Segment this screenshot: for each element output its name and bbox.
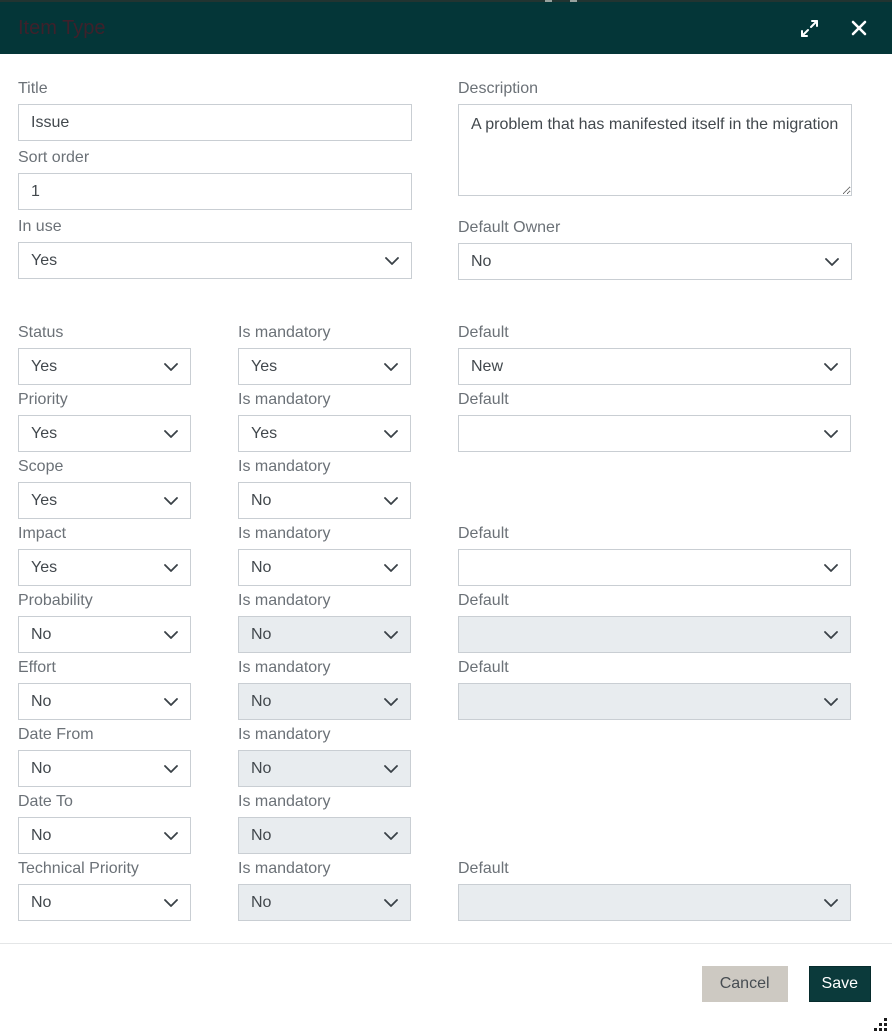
scope-default-empty [458,456,851,519]
probability-select[interactable] [18,616,191,653]
description-field [458,78,852,201]
impact-mandatory-field [238,523,411,586]
date-to-select[interactable] [18,817,191,854]
effort-default-field-label: Default [458,659,509,676]
default-owner-label: Default Owner [458,219,561,236]
priority-default-field [458,389,851,452]
top-section-left [18,78,412,286]
effort-mandatory-field-label: Is mandatory [238,659,331,676]
probability-field-label: Probability [18,592,93,609]
sort-order-input[interactable] [18,173,412,210]
probability-mandatory-field-label: Is mandatory [238,592,331,609]
date-to-field-label: Date To [18,793,73,810]
attribute-rows-grid [18,322,852,925]
technical-priority-default-select [458,884,851,921]
cancel-button[interactable]: Cancel [702,966,788,1002]
in-use-field [18,216,412,279]
date-from-mandatory-field-label: Is mandatory [238,726,331,743]
save-button[interactable]: Save [809,966,871,1002]
top-hairline [0,0,892,2]
effort-default-select [458,683,851,720]
close-button[interactable] [846,15,872,41]
impact-mandatory-select[interactable] [238,549,411,586]
impact-field [18,523,191,586]
date-from-field-label: Date From [18,726,94,743]
in-use-label: In use [18,218,62,235]
date-to-mandatory-field [238,791,411,854]
date-to-default-empty [458,791,851,854]
technical-priority-field [18,858,191,921]
impact-default-field [458,523,851,586]
impact-default-field-label: Default [458,525,509,542]
scope-select[interactable] [18,482,191,519]
priority-default-field-label: Default [458,391,509,408]
probability-default-field [458,590,851,653]
priority-default-select[interactable] [458,415,851,452]
sort-order-field [18,147,412,210]
modal-header [0,2,892,54]
status-mandatory-field-label: Is mandatory [238,324,331,341]
priority-select[interactable] [18,415,191,452]
scope-mandatory-select[interactable] [238,482,411,519]
date-from-field [18,724,191,787]
close-icon [850,19,868,37]
technical-priority-select[interactable] [18,884,191,921]
technical-priority-mandatory-select [238,884,411,921]
default-owner-field [458,217,852,280]
date-to-mandatory-select [238,817,411,854]
status-default-field [458,322,851,385]
scope-field-label: Scope [18,458,64,475]
top-section [18,78,852,286]
resize-grip[interactable] [873,1017,887,1031]
priority-mandatory-select[interactable] [238,415,411,452]
date-from-mandatory-field [238,724,411,787]
impact-default-select[interactable] [458,549,851,586]
status-field [18,322,191,385]
technical-priority-default-field [458,858,851,921]
probability-default-field-label: Default [458,592,509,609]
top-hairline-tick [545,0,552,2]
date-to-field [18,791,191,854]
technical-priority-default-field-label: Default [458,860,509,877]
priority-mandatory-field-label: Is mandatory [238,391,331,408]
probability-field [18,590,191,653]
effort-mandatory-select [238,683,411,720]
title-input[interactable] [18,104,412,141]
default-owner-select[interactable] [458,243,852,280]
effort-select[interactable] [18,683,191,720]
priority-field [18,389,191,452]
top-hairline-tick [570,0,577,2]
effort-default-field [458,657,851,720]
modal-body [0,54,892,925]
effort-field [18,657,191,720]
date-from-default-empty [458,724,851,787]
sort-order-label: Sort order [18,149,90,166]
scope-mandatory-field [238,456,411,519]
description-textarea[interactable] [458,104,852,196]
top-section-right [458,78,852,286]
title-field [18,78,412,141]
status-default-select[interactable] [458,348,851,385]
effort-field-label: Effort [18,659,56,676]
impact-field-label: Impact [18,525,67,542]
technical-priority-mandatory-field [238,858,411,921]
impact-mandatory-field-label: Is mandatory [238,525,331,542]
date-from-mandatory-select [238,750,411,787]
probability-default-select [458,616,851,653]
in-use-select[interactable] [18,242,412,279]
priority-field-label: Priority [18,391,68,408]
title-label: Title [18,80,48,97]
date-to-mandatory-field-label: Is mandatory [238,793,331,810]
description-label: Description [458,80,539,97]
technical-priority-mandatory-field-label: Is mandatory [238,860,331,877]
date-from-select[interactable] [18,750,191,787]
expand-button[interactable] [795,14,824,43]
expand-icon [799,18,820,39]
probability-mandatory-field [238,590,411,653]
modal-title: Item Type [18,16,106,39]
technical-priority-field-label: Technical Priority [18,860,139,877]
impact-select[interactable] [18,549,191,586]
modal-footer [0,944,892,1002]
status-mandatory-select[interactable] [238,348,411,385]
status-default-field-label: Default [458,324,509,341]
probability-mandatory-select [238,616,411,653]
status-select[interactable] [18,348,191,385]
status-mandatory-field [238,322,411,385]
scope-field [18,456,191,519]
status-field-label: Status [18,324,64,341]
scope-mandatory-field-label: Is mandatory [238,458,331,475]
effort-mandatory-field [238,657,411,720]
priority-mandatory-field [238,389,411,452]
